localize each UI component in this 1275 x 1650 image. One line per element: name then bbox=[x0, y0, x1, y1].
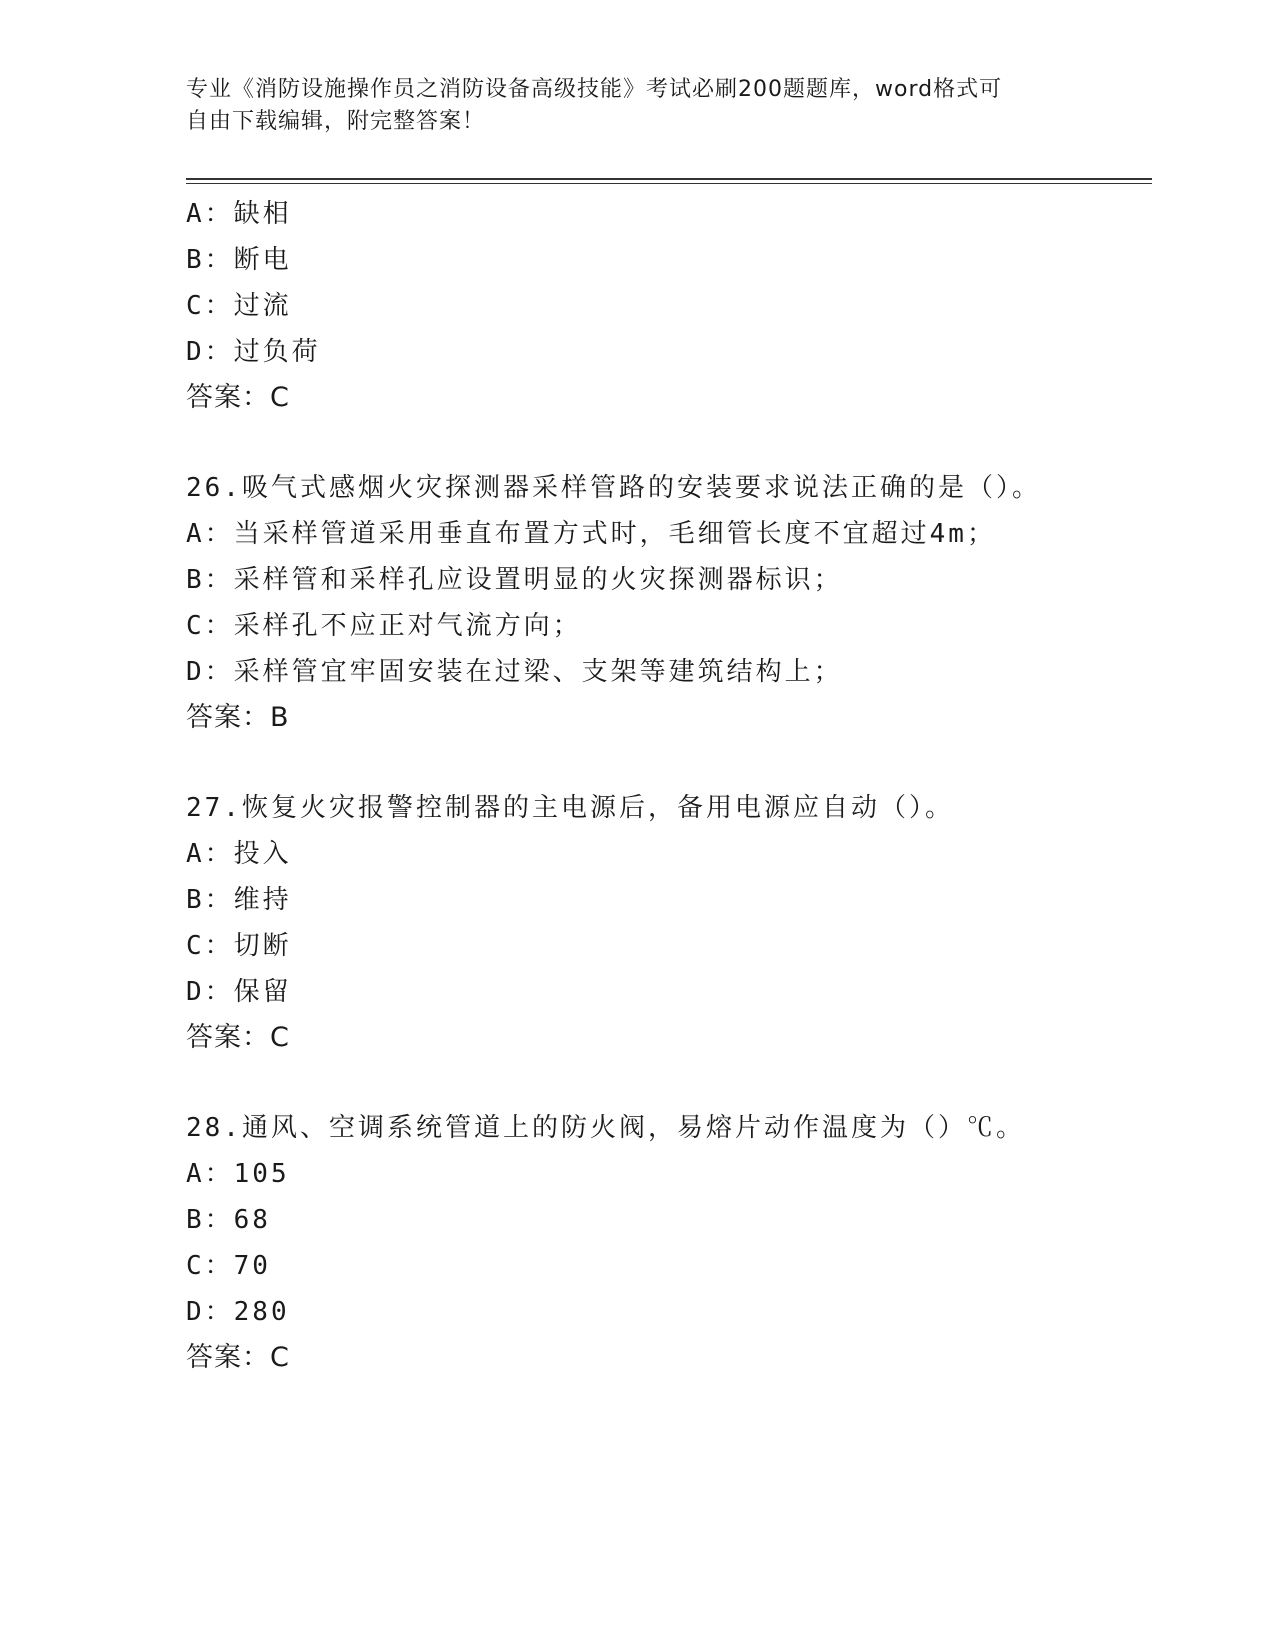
option-d: D：保留 bbox=[186, 977, 292, 1007]
option-a: A：当采样管道采用垂直布置方式时，毛细管长度不宜超过4m； bbox=[186, 519, 996, 549]
header-line-1: 专业《消防设施操作员之消防设备高级技能》考试必刷200题题库，word格式可 bbox=[186, 77, 1003, 102]
question-stem: 26.吸气式感烟火灾探测器采样管路的安装要求说法正确的是（）。 bbox=[186, 473, 1041, 503]
option-a: A：105 bbox=[186, 1159, 290, 1189]
option-c: C：切断 bbox=[186, 931, 292, 961]
option-a: A：缺相 bbox=[186, 199, 292, 229]
document-header bbox=[186, 74, 1086, 138]
option-d: D：过负荷 bbox=[186, 337, 321, 367]
option-b: B：维持 bbox=[186, 885, 292, 915]
option-d: D：采样管宜牢固安装在过梁、支架等建筑结构上； bbox=[186, 657, 843, 687]
header-rule-thick bbox=[186, 178, 1152, 180]
option-a: A：投入 bbox=[186, 839, 292, 869]
question-list bbox=[186, 191, 1152, 1381]
question-27 bbox=[186, 785, 1152, 1061]
question-25-continued bbox=[186, 191, 1152, 421]
header-line-2: 自由下载编辑，附完整答案！ bbox=[186, 109, 486, 134]
question-26 bbox=[186, 465, 1152, 741]
option-d: D：280 bbox=[186, 1297, 290, 1327]
answer-line: 答案：C bbox=[186, 382, 290, 413]
answer-line: 答案：C bbox=[186, 1342, 290, 1373]
option-b: B：68 bbox=[186, 1205, 271, 1235]
question-stem: 27.恢复火灾报警控制器的主电源后，备用电源应自动（）。 bbox=[186, 793, 954, 823]
option-b: B：断电 bbox=[186, 245, 292, 275]
header-rule-thin bbox=[186, 183, 1152, 184]
question-28 bbox=[186, 1105, 1152, 1381]
option-c: C：采样孔不应正对气流方向； bbox=[186, 611, 582, 641]
question-stem: 28.通风、空调系统管道上的防火阀，易熔片动作温度为（）℃。 bbox=[186, 1113, 1025, 1143]
option-b: B：采样管和采样孔应设置明显的火灾探测器标识； bbox=[186, 565, 843, 595]
answer-line: 答案：B bbox=[186, 702, 290, 733]
answer-line: 答案：C bbox=[186, 1022, 290, 1053]
option-c: C：70 bbox=[186, 1251, 271, 1281]
option-c: C：过流 bbox=[186, 291, 292, 321]
